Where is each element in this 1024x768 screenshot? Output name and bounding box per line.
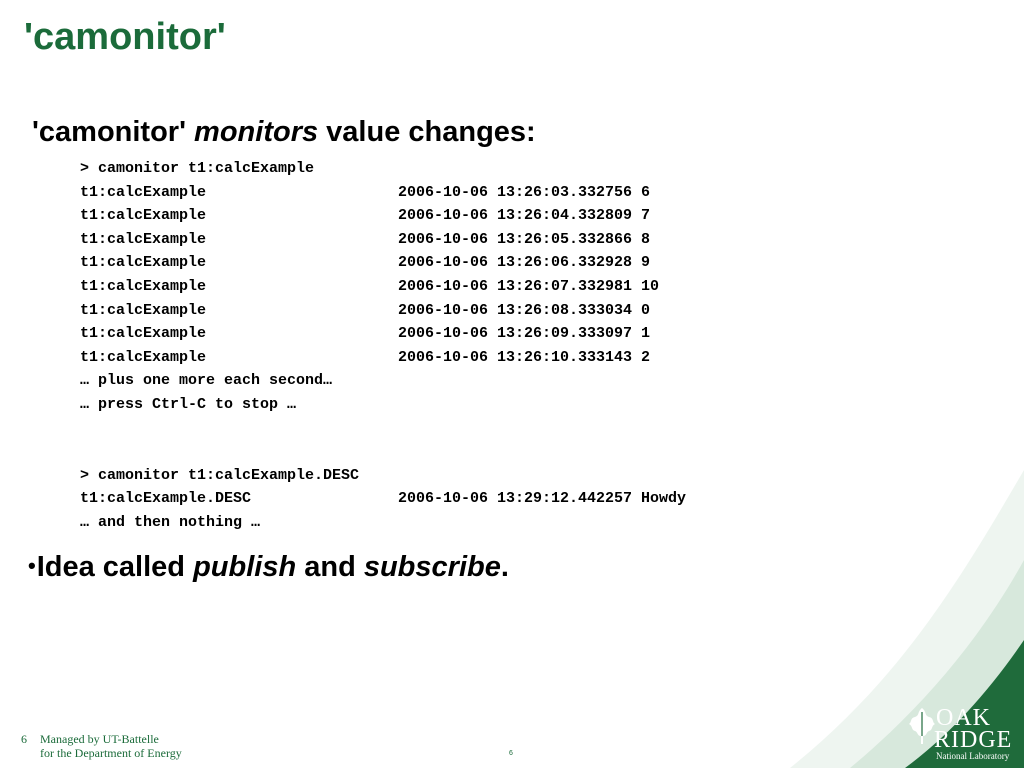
output-pv: t1:calcExample (80, 207, 207, 225)
managed-line-2: for the Department of Energy (40, 746, 182, 760)
note-line: … plus one more each second… (80, 372, 333, 390)
note-line: … press Ctrl-C to stop … (80, 395, 297, 413)
command-line: > camonitor t1:calcExample.DESC (80, 466, 360, 484)
heading-part1: 'camonitor' (32, 116, 195, 148)
logo-ridge: RIDGE (934, 727, 1013, 753)
heading-part3: value changes: (318, 116, 536, 148)
output-row (80, 322, 686, 346)
logo-oak: OAK (936, 705, 991, 731)
heading-emphasis: monitors (194, 116, 319, 148)
output-row (80, 228, 686, 252)
output-row (80, 299, 686, 323)
output-value: 2006-10-06 13:26:07.332981 10 (398, 277, 660, 295)
output-pv: t1:calcExample (80, 183, 207, 201)
output-pv: t1:calcExample (80, 277, 207, 295)
spacer (80, 417, 686, 441)
output-row (80, 251, 686, 275)
output-row (80, 487, 686, 511)
output-pv: t1:calcExample.DESC (80, 490, 252, 508)
output-pv: t1:calcExample (80, 348, 207, 366)
output-row (80, 275, 686, 299)
managed-line-1: Managed by UT-Battelle (40, 732, 159, 746)
page-number: 6 (21, 732, 27, 746)
output-value: 2006-10-06 13:29:12.442257 Howdy (398, 490, 687, 508)
output-value: 2006-10-06 13:26:05.332866 8 (398, 230, 651, 248)
output-pv: t1:calcExample (80, 325, 207, 343)
command-line: > camonitor t1:calcExample (80, 160, 315, 177)
output-value: 2006-10-06 13:26:06.332928 9 (398, 254, 651, 272)
output-row (80, 204, 686, 228)
bullet-part1: Idea called (36, 551, 194, 583)
page-number-small: 6 (509, 750, 513, 757)
slide-title: 'camonitor' (24, 16, 226, 58)
logo-national-laboratory: National Laboratory (936, 751, 1010, 761)
bullet-part5: . (500, 551, 509, 583)
output-pv: t1:calcExample (80, 230, 207, 248)
note-line: … and then nothing … (80, 513, 261, 531)
terminal-output (80, 157, 686, 535)
managed-by (40, 732, 182, 760)
output-pv: t1:calcExample (80, 254, 207, 272)
output-row (80, 346, 686, 370)
ornl-logo (906, 706, 1016, 762)
bullet-point (28, 551, 509, 584)
heading (32, 116, 536, 149)
spacer (80, 440, 686, 464)
bullet-emphasis-publish: publish (193, 551, 297, 583)
bullet-icon: • (28, 553, 36, 578)
output-value: 2006-10-06 13:26:08.333034 0 (398, 301, 651, 319)
output-row (80, 181, 686, 205)
output-value: 2006-10-06 13:26:10.333143 2 (398, 348, 651, 366)
output-value: 2006-10-06 13:26:03.332756 6 (398, 183, 651, 201)
output-value: 2006-10-06 13:26:09.333097 1 (398, 325, 651, 343)
output-value: 2006-10-06 13:26:04.332809 7 (398, 207, 651, 225)
bullet-emphasis-subscribe: subscribe (363, 551, 501, 583)
bullet-part3: and (296, 551, 364, 583)
output-pv: t1:calcExample (80, 301, 207, 319)
